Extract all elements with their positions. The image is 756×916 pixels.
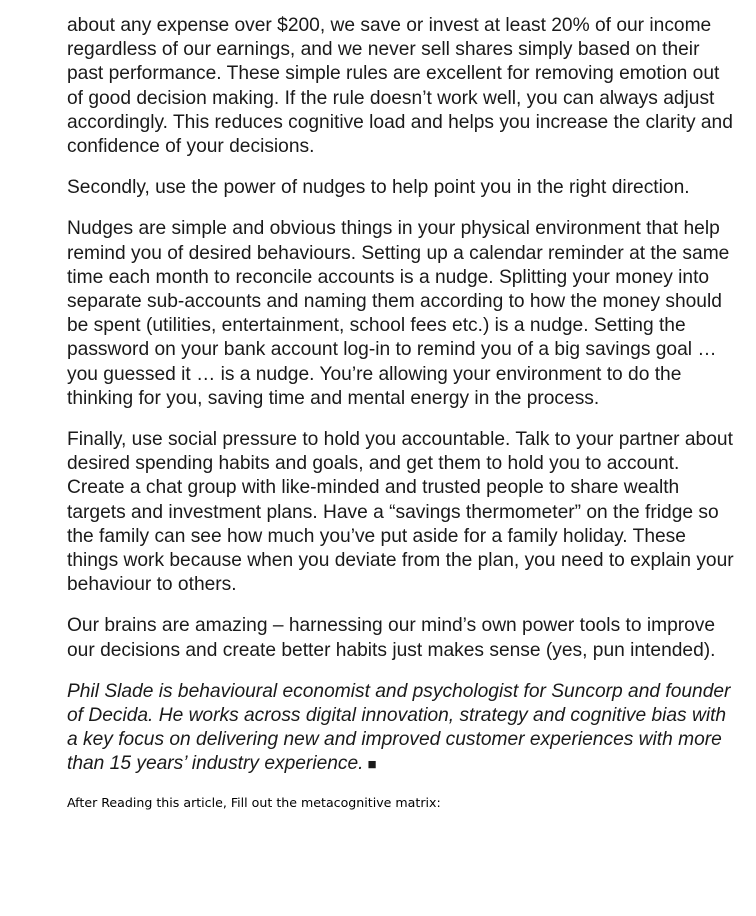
paragraph-conclusion: Our brains are amazing – harnessing our mind’s own power tools to improve our decisions and create better habits just makes sense (yes, pun intended). bbox=[67, 615, 716, 661]
paragraph-rules: about any expense over $200, we save or invest at least 20% of our income regardless of our earnings, and we never sell shares simply based on their past performance. These simple rules are excellent for removing emotion out of good decision making. If the rule doesn’t work well, you can always adjust accordingly. This reduces cognitive load and helps you increase the clarity and confidence of your decisions. bbox=[67, 15, 733, 158]
author-bio-text: Phil Slade is behavioural economist and psychologist for Suncorp and founder of Decida. He works across digital innovation, strategy and cognitive bias with a key focus on delivering new and improved customer experiences with more than 15 years’ industry experience. bbox=[67, 680, 731, 775]
author-bio bbox=[67, 680, 735, 778]
article-page bbox=[67, 14, 735, 811]
instruction-text: After Reading this article, Fill out the metacognitive matrix: bbox=[67, 794, 441, 810]
paragraph-nudges: Nudges are simple and obvious things in your physical environment that help remind you of desired behaviours. Setting up a calendar reminder at the same time each month to reconcile accounts is a nudge. Splitting your money into separate sub-accounts and naming them according to how the money should be spent (utilities, entertainment, school fees etc.) is a nudge. Setting the password on your bank account log-in to remind you of a big savings goal … you guessed it … is a nudge. You’re allowing your environment to do the thinking for you, saving time and mental energy in the process. bbox=[67, 218, 730, 409]
end-of-article-mark: ■ bbox=[367, 756, 377, 774]
paragraph-social-pressure: Finally, use social pressure to hold you accountable. Talk to your partner about desired spending habits and goals, and get them to hold you to account. Create a chat group with like-minded and trusted people to share wealth targets and investment plans. Have a “savings thermometer” on the fridge so the family can see how much you’ve put aside for a family holiday. These things work because when you deviate from the plan, you need to explain your behaviour to others. bbox=[67, 429, 734, 596]
paragraph-nudges-intro: Secondly, use the power of nudges to help point you in the right direction. bbox=[67, 177, 690, 199]
